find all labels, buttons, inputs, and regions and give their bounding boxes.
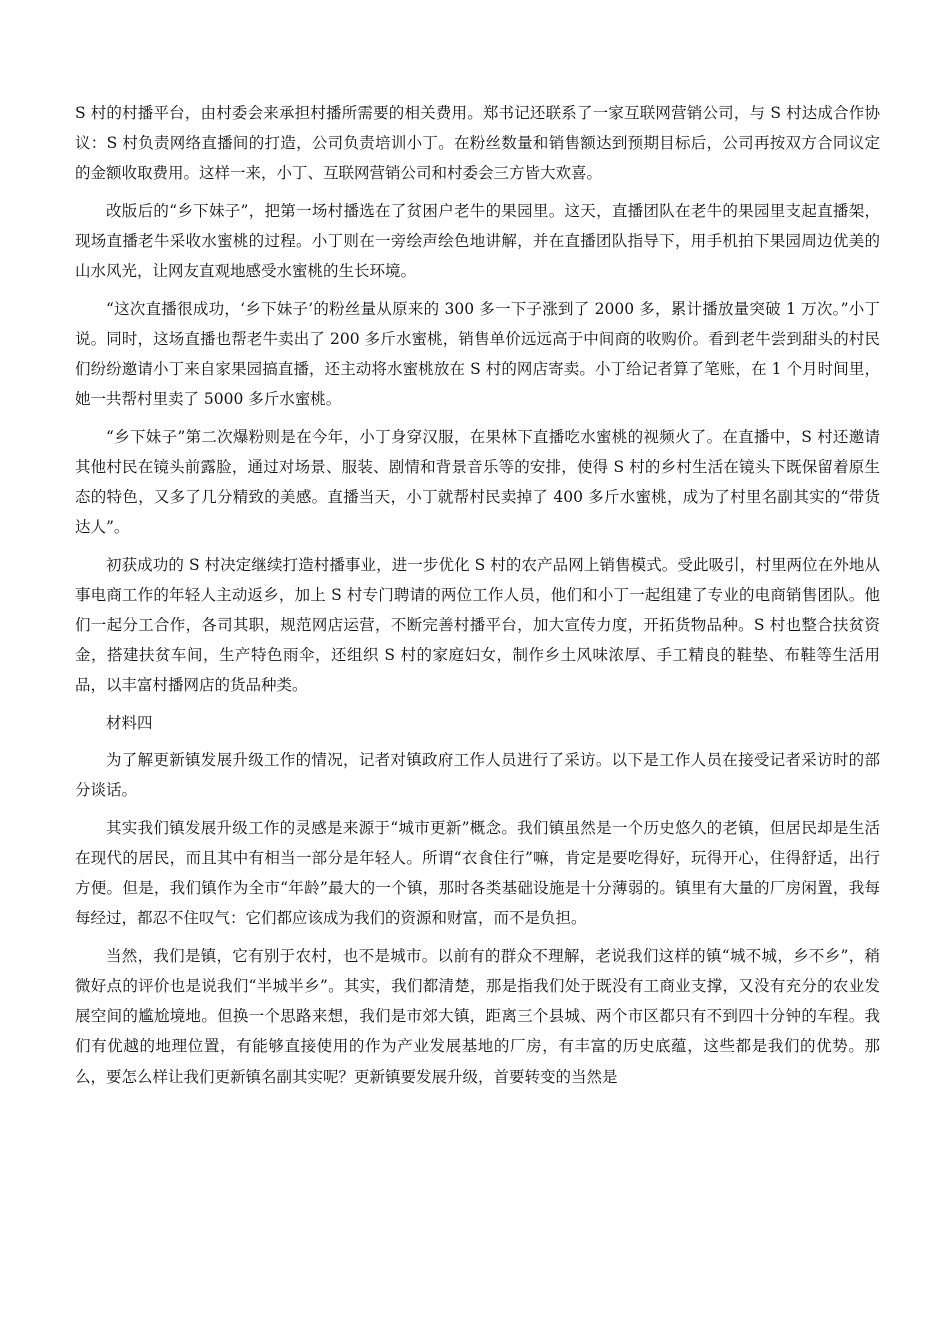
paragraph-2: 改版后的“乡下妹子”，把第一场村播选在了贫困户老牛的果园里。这天，直播团队在老牛的果园里支起直播架，现场直播老牛采收水蜜桃的过程。小丁则在一旁绘声绘色地讲解，并在直播团队指导下，用手机拍下果园周边优美的山水风光，让网友直观地感受水蜜桃的生长环境。 <box>75 201 880 281</box>
section-heading: 材料四 <box>106 713 153 732</box>
paragraph-1: S 村的村播平台，由村委会来承担村播所需要的相关费用。郑书记还联系了一家互联网营销公司，与 S 村达成合作协议：S 村负责网络直播间的打造，公司负责培训小丁。在粉丝数量和销售额达到预期目标后，公司再按双方合同议定的金额收取费用。这样一来，小丁、互联网营销公司和村委会三方皆大欢喜。 <box>75 104 880 183</box>
section-paragraph-1: 为了解更新镇发展升级工作的情况，记者对镇政府工作人员进行了采访。以下是工作人员在接受记者采访时的部分谈话。 <box>75 751 880 800</box>
paragraph-3: “这次直播很成功，‘乡下妹子’的粉丝量从原来的 300 多一下子涨到了 2000 多，累计播放量突破 1 万次。”小丁说。同时，这场直播也帮老牛卖出了 200 多斤水蜜桃，销售单价远远高于中间商的收购价。看到老牛尝到甜头的村民们纷纷邀请小丁来自家果园搞直播，还主动将水蜜桃放在 S 村的网店寄卖。小丁给记者算了笔账，在 1 个月时间里，她一共帮村里卖了 5000 多斤水蜜桃。 <box>75 299 880 409</box>
document-page <box>75 98 880 1099</box>
paragraph-4: “乡下妹子”第二次爆粉则是在今年，小丁身穿汉服，在果林下直播吃水蜜桃的视频火了。在直播中，S 村还邀请其他村民在镜头前露脸，通过对场景、服装、剧情和背景音乐等的安排，使得 S 村的乡村生活在镜头下既保留着原生态的特色，又多了几分精致的美感。直播当天，小丁就帮村民卖掉了 400 多斤水蜜桃，成为了村里名副其实的“带货达人”。 <box>75 427 880 537</box>
paragraph-5: 初获成功的 S 村决定继续打造村播事业，进一步优化 S 村的农产品网上销售模式。受此吸引，村里两位在外地从事电商工作的年轻人主动返乡，加上 S 村专门聘请的两位工作人员，他们和小丁一起组建了专业的电商销售团队。他们一起分工合作，各司其职，规范网店运营，不断完善村播平台，加大宣传力度，开拓货物品种。S 村也整合扶贫资金，搭建扶贫车间，生产特色雨伞，还组织 S 村的家庭妇女，制作乡土风味浓厚、手工精良的鞋垫、布鞋等生活用品，以丰富村播网店的货品种类。 <box>75 555 880 695</box>
section-paragraph-2: 其实我们镇发展升级工作的灵感是来源于“城市更新”概念。我们镇虽然是一个历史悠久的老镇，但居民却是生活在现代的居民，而且其中有相当一部分是年轻人。所谓“衣食住行”嘛，肯定是要吃得好，玩得开心，住得舒适，出行方便。但是，我们镇作为全市“年龄”最大的一个镇，那时各类基础设施是十分薄弱的。镇里有大量的厂房闲置，我每每经过，都忍不住叹气：它们都应该成为我们的资源和财富，而不是负担。 <box>75 818 880 928</box>
section-paragraph-3: 当然，我们是镇，它有别于农村，也不是城市。以前有的群众不理解，老说我们这样的镇“城不城，乡不乡”，稍微好点的评价也是说我们“半城半乡”。其实，我们都清楚，那是指我们处于既没有工商业支撑，又没有充分的农业发展空间的尴尬境地。但换一个思路来想，我们是市郊大镇，距离三个县城、两个市区都只有不到四十分钟的车程。我们有优越的地理位置，有能够直接使用的作为产业发展基地的厂房，有丰富的历史底蕴，这些都是我们的优势。那么，要怎么样让我们更新镇名副其实呢？更新镇要发展升级，首要转变的当然是 <box>75 946 880 1086</box>
